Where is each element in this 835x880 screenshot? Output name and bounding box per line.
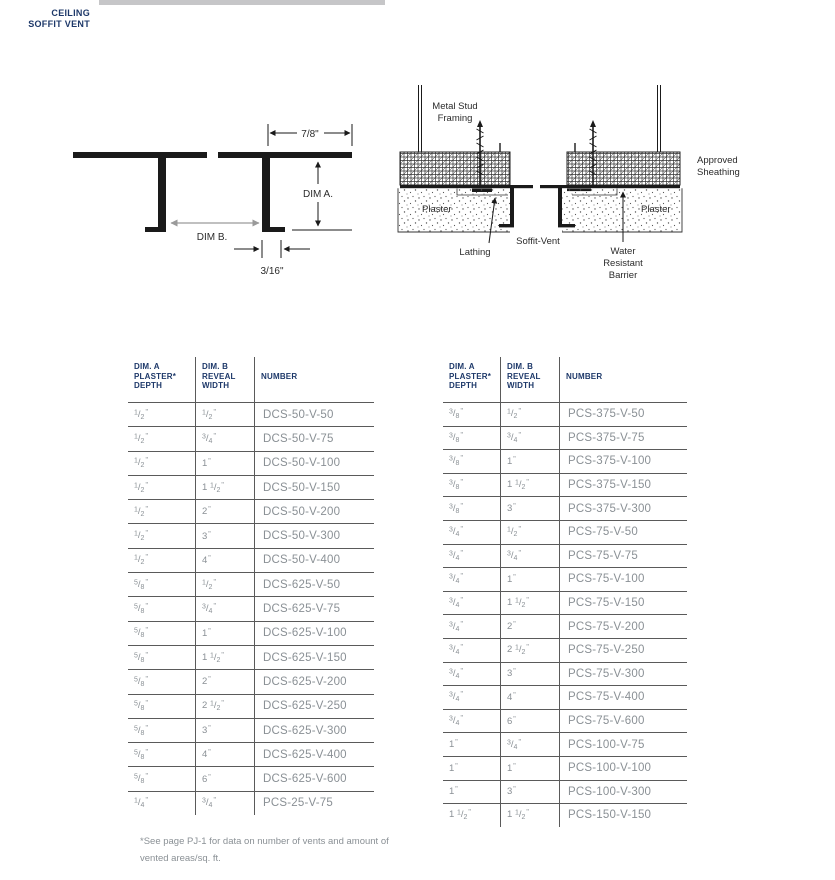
part-number: PCS-75-V-300 <box>560 662 688 686</box>
table-row <box>443 709 687 733</box>
dim-a-value: 1" <box>443 780 501 804</box>
part-number: DCS-50-V-150 <box>255 475 375 499</box>
part-number: PCS-375-V-50 <box>560 403 688 427</box>
dim-b-value: $^3/_4^"$ <box>196 427 255 451</box>
dim-a-value: $^1/_4^"$ <box>128 791 196 815</box>
dim-b-value: 2" <box>501 615 560 639</box>
dim-a-label: DIM A. <box>302 189 334 200</box>
dim-a-value: $^3/_4^"$ <box>443 615 501 639</box>
column-header: NUMBER <box>560 357 688 403</box>
dim-a-value: $^5/_8^"$ <box>128 573 196 597</box>
dim-b-value: $^1/_2^"$ <box>501 520 560 544</box>
table-row <box>443 403 687 427</box>
dim-b-value: 1" <box>196 621 255 645</box>
part-number: PCS-25-V-75 <box>263 797 333 810</box>
part-number: PCS-75-V-75 <box>560 544 688 568</box>
dim-b-value: 4" <box>501 686 560 710</box>
part-number: PCS-150-V-150 <box>568 809 652 822</box>
table-row <box>443 520 687 544</box>
dim-a-value: $^3/_8^"$ <box>443 497 501 521</box>
dim-a-value: $^1/_2^"$ <box>128 427 196 451</box>
dim-a-value: 1" <box>443 756 501 780</box>
part-number: DCS-625-V-250 <box>255 694 375 718</box>
dim-a-value: $^5/_8^"$ <box>128 718 196 742</box>
part-number: DCS-625-V-75 <box>255 597 375 621</box>
dim-b-value: 3" <box>501 497 560 521</box>
dim-a-value: 1" <box>443 733 501 757</box>
table-row <box>443 638 687 662</box>
dim-a-value: $^3/_8^"$ <box>443 426 501 450</box>
flange-width-label: 7/8" <box>301 129 319 140</box>
table-row <box>128 573 374 597</box>
part-number: DCS-50-V-100 <box>255 451 375 475</box>
table-row <box>128 524 374 548</box>
part-number: PCS-375-V-300 <box>560 497 688 521</box>
part-number: DCS-50-V-400 <box>255 548 375 572</box>
sheathing-left <box>400 152 510 185</box>
dim-a-value: 1 $^1/_2^"$ <box>443 804 501 827</box>
footnote-line2: vented areas/sq. ft. <box>140 853 221 864</box>
footnote-line1: *See page PJ-1 for data on number of vents and amount of <box>140 836 389 847</box>
table-row <box>443 591 687 615</box>
pcs-series-table-container <box>443 357 687 827</box>
dim-b-label: DIM B. <box>196 232 228 243</box>
table-row <box>443 804 687 827</box>
dim-b-value: 1" <box>501 568 560 592</box>
approved-sheathing-label-line2: Sheathing <box>697 167 740 178</box>
dim-b-value: 1" <box>196 451 255 475</box>
dim-b-value: 3" <box>501 662 560 686</box>
part-number: PCS-100-V-100 <box>560 756 688 780</box>
pcs-series-table <box>443 357 687 827</box>
table-row <box>128 767 374 791</box>
dim-b-value: 3" <box>501 780 560 804</box>
table-row <box>128 451 374 475</box>
water-barrier-label-line2: Resistant <box>603 258 643 269</box>
table-row <box>128 500 374 524</box>
slot-width-dimension <box>234 240 310 258</box>
dim-b-value: 2 $^1/_2^"$ <box>501 638 560 662</box>
table-row <box>128 548 374 572</box>
table-row <box>443 615 687 639</box>
page-title-line1: CEILING <box>51 8 90 18</box>
part-number: PCS-100-V-300 <box>560 780 688 804</box>
metal-stud-label-line2: Framing <box>437 113 473 124</box>
water-barrier-label-line1: Water <box>610 246 636 257</box>
dim-b-value: 2" <box>196 670 255 694</box>
plaster-left-label: Plaster <box>422 204 452 215</box>
dim-b-value: 6" <box>501 709 560 733</box>
dim-b-value: $^3/_4^"$ <box>501 426 560 450</box>
sheathing-right <box>567 152 680 185</box>
profile-diagram <box>60 100 390 290</box>
dim-b-value: 1 $^1/_2^"$ <box>501 473 560 497</box>
page-title <box>0 8 90 30</box>
part-number: PCS-375-V-75 <box>560 426 688 450</box>
dim-a-value: $^5/_8^"$ <box>128 743 196 767</box>
dim-a-value: $^3/_4^"$ <box>443 544 501 568</box>
approved-sheathing-label-line1: Approved <box>697 155 738 166</box>
dim-a-value: $^5/_8^"$ <box>128 767 196 791</box>
dim-a-value: $^1/_2^"$ <box>128 403 196 427</box>
table-row <box>128 670 374 694</box>
dim-a-value: $^3/_4^"$ <box>443 568 501 592</box>
part-number: PCS-75-V-50 <box>560 520 688 544</box>
installation-diagram <box>395 85 765 290</box>
table-row <box>443 733 687 757</box>
dim-b-value: $^1/_2^"$ <box>196 573 255 597</box>
table-row <box>443 497 687 521</box>
part-number: DCS-50-V-300 <box>255 524 375 548</box>
dim-a-value: $^5/_8^"$ <box>128 621 196 645</box>
part-number: PCS-375-V-100 <box>560 450 688 474</box>
table-row <box>128 621 374 645</box>
dim-a-value: $^3/_8^"$ <box>443 450 501 474</box>
dim-b-value: $^3/_4^"$ <box>501 544 560 568</box>
part-number: DCS-625-V-150 <box>255 645 375 669</box>
table-row <box>443 780 687 804</box>
dim-b-value: 4" <box>196 743 255 767</box>
part-number: DCS-625-V-300 <box>255 718 375 742</box>
table-row <box>443 473 687 497</box>
dim-b-value: 2 $^1/_2^"$ <box>196 694 255 718</box>
dim-a-value: $^3/_4^"$ <box>443 709 501 733</box>
dim-b-value: $^1/_2^"$ <box>196 403 255 427</box>
dim-a-value: $^5/_8^"$ <box>128 645 196 669</box>
table-row <box>128 718 374 742</box>
dim-b-value: 2" <box>196 500 255 524</box>
dim-b-value: 1" <box>501 756 560 780</box>
dim-b-value: 6" <box>196 767 255 791</box>
dim-a-value: $^5/_8^"$ <box>128 597 196 621</box>
table-row <box>128 645 374 669</box>
plaster-right-label: Plaster <box>641 204 671 215</box>
part-number: PCS-75-V-250 <box>560 638 688 662</box>
dim-a-value: $^3/_4^"$ <box>443 591 501 615</box>
column-header: DIM. A PLASTER* DEPTH <box>443 357 501 403</box>
dim-a-value: $^5/_8^"$ <box>128 694 196 718</box>
column-header: DIM. B REVEAL WIDTH <box>196 357 255 403</box>
column-header: NUMBER <box>255 357 375 403</box>
dim-a-value: $^5/_8^"$ <box>128 670 196 694</box>
part-number: PCS-75-V-600 <box>560 709 688 733</box>
dim-b-value: 1 $^1/_2^"$ <box>196 645 255 669</box>
part-number: PCS-75-V-150 <box>560 591 688 615</box>
dim-b-value: $^3/_4^"$ <box>196 597 255 621</box>
dim-b-value: 3" <box>196 718 255 742</box>
table-row <box>443 756 687 780</box>
part-number: PCS-100-V-75 <box>560 733 688 757</box>
table-row <box>128 791 374 815</box>
part-number: PCS-375-V-150 <box>560 473 688 497</box>
slot-width-label: 3/16" <box>260 266 284 277</box>
dim-b-value: 1 $^1/_2^"$ <box>196 475 255 499</box>
dim-b-value: $^3/_4^"$ <box>196 791 255 815</box>
table-row <box>443 450 687 474</box>
table-row <box>128 694 374 718</box>
column-header: DIM. A PLASTER* DEPTH <box>128 357 196 403</box>
page-title-line2: SOFFIT VENT <box>28 19 90 29</box>
dim-a-value: $^3/_8^"$ <box>443 403 501 427</box>
dim-b-value: 1" <box>501 450 560 474</box>
part-number: DCS-50-V-200 <box>255 500 375 524</box>
part-number: DCS-625-V-600 <box>255 767 375 791</box>
table-row <box>443 568 687 592</box>
metal-stud-label-line1: Metal Stud <box>432 101 478 112</box>
soffit-vent-label: Soffit-Vent <box>516 236 560 247</box>
dim-b-value: 4" <box>196 548 255 572</box>
dim-a-value: $^3/_4^"$ <box>443 520 501 544</box>
table-row <box>128 403 374 427</box>
dim-a-value: $^1/_2^"$ <box>128 524 196 548</box>
table-row <box>443 686 687 710</box>
dim-b-value: $^1/_2^"$ <box>501 403 560 427</box>
table-row <box>128 597 374 621</box>
dcs-series-table <box>128 357 374 815</box>
dim-b-value: 1 $^1/_2^"$ <box>501 591 560 615</box>
table-row <box>443 662 687 686</box>
table-row <box>443 544 687 568</box>
dim-a-value: $^3/_4^"$ <box>443 686 501 710</box>
part-number: PCS-75-V-100 <box>560 568 688 592</box>
part-number: DCS-625-V-400 <box>255 743 375 767</box>
part-number: PCS-75-V-400 <box>560 686 688 710</box>
part-number: DCS-50-V-50 <box>255 403 375 427</box>
part-number: DCS-625-V-200 <box>255 670 375 694</box>
table-row <box>128 475 374 499</box>
footnote <box>140 833 430 867</box>
lathing-label: Lathing <box>459 247 491 258</box>
top-divider-bar <box>99 0 385 5</box>
part-number: DCS-625-V-50 <box>255 573 375 597</box>
dim-b-value: $^3/_4^"$ <box>501 733 560 757</box>
dim-a-value: $^1/_2^"$ <box>128 475 196 499</box>
dim-a-value: $^1/_2^"$ <box>128 500 196 524</box>
dim-a-value: $^3/_4^"$ <box>443 662 501 686</box>
table-row <box>128 743 374 767</box>
column-header: DIM. B REVEAL WIDTH <box>501 357 560 403</box>
water-barrier-label-line3: Barrier <box>608 270 638 281</box>
dim-b-value: 3" <box>196 524 255 548</box>
dim-a-value: $^1/_2^"$ <box>128 548 196 572</box>
table-row <box>128 427 374 451</box>
dim-a-value: $^3/_8^"$ <box>443 473 501 497</box>
dim-a-value: $^3/_4^"$ <box>443 638 501 662</box>
part-number: PCS-75-V-200 <box>560 615 688 639</box>
table-row <box>443 426 687 450</box>
part-number: DCS-50-V-75 <box>255 427 375 451</box>
dim-b-value: 1 $^1/_2^"$ <box>501 804 560 827</box>
dim-a-value: $^1/_2^"$ <box>128 451 196 475</box>
dcs-series-table-container <box>128 357 374 815</box>
part-number: DCS-625-V-100 <box>255 621 375 645</box>
